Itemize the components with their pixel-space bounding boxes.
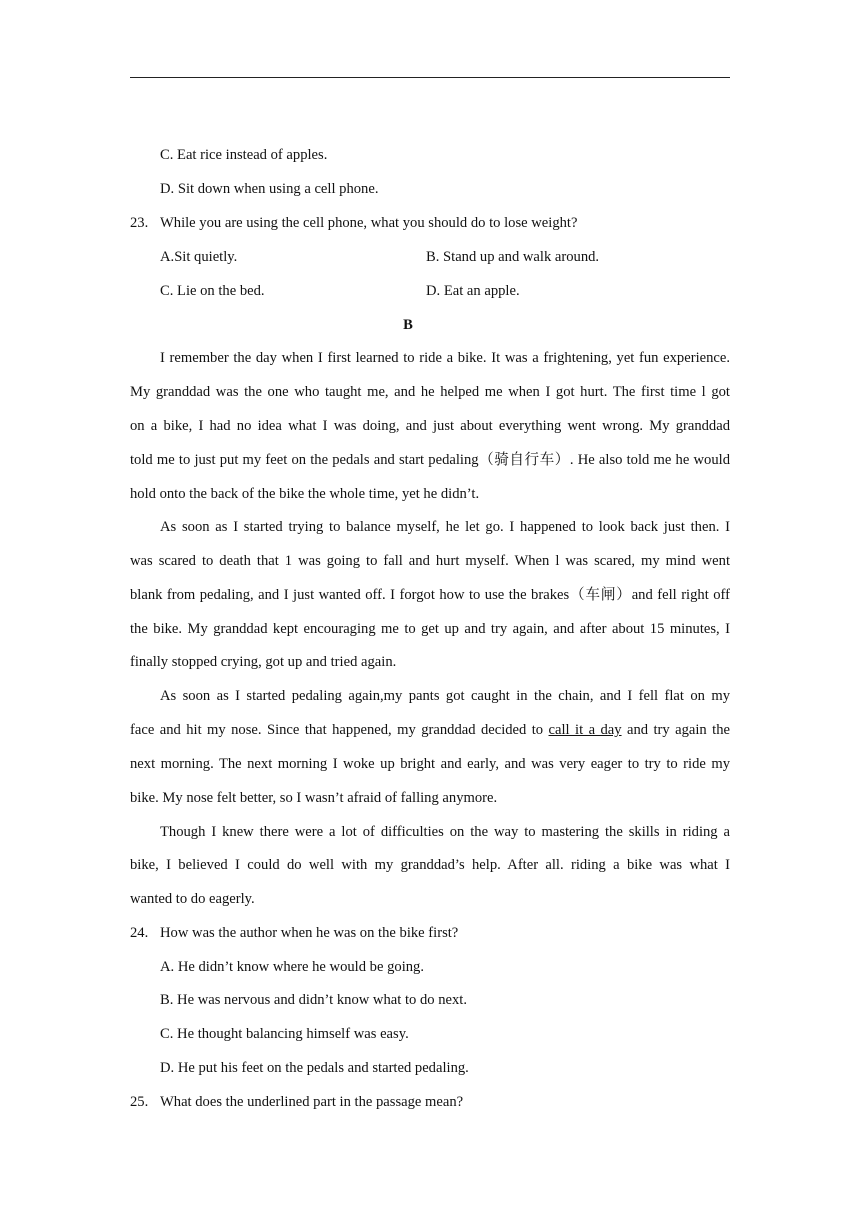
q24-text: How was the author when he was on the bike first? — [160, 925, 459, 941]
q23-option-a: A.Sit quietly. — [160, 249, 238, 265]
passage-line: the bike. My granddad kept encouraging me to get up and try again, and after about 15 minutes, I — [130, 621, 730, 637]
q23-option-d: D. Eat an apple. — [426, 283, 520, 299]
q23-text: While you are using the cell phone, what you should do to lose weight? — [160, 215, 578, 231]
q25-number: 25. — [130, 1094, 149, 1110]
q25-text: What does the underlined part in the passage mean? — [160, 1094, 464, 1110]
q24-option-a: A. He didn’t know where he would be going. — [160, 959, 424, 975]
q23-number: 23. — [130, 215, 149, 231]
q24-option-b: B. He was nervous and didn’t know what to do next. — [160, 992, 467, 1008]
passage-line: I remember the day when I first learned to ride a bike. It was a frightening, yet fun experience. — [160, 350, 730, 366]
passage-line: bike. My nose felt better, so I wasn’t afraid of falling anymore. — [130, 790, 498, 806]
prev-option-d: D. Sit down when using a cell phone. — [160, 181, 379, 197]
q23-option-c: C. Lie on the bed. — [160, 283, 265, 299]
passage-line: Though I knew there were a lot of difficulties on the way to mastering the skills in riding a — [160, 824, 730, 840]
q23-option-b: B. Stand up and walk around. — [426, 249, 600, 265]
underlined-phrase: call it a day — [548, 722, 622, 738]
passage-line: on a bike, I had no idea what I was doing, and just about everything went wrong. My granddad — [130, 418, 730, 434]
passage-line: told me to just put my feet on the pedals and start pedaling（骑自行车）. He also told me he would — [130, 452, 730, 468]
passage-line: hold onto the back of the bike the whole time, yet he didn’t. — [130, 486, 480, 502]
passage-line: was scared to death that 1 was going to fall and hurt myself. When l was scared, my mind went — [130, 553, 730, 569]
passage-text: face and hit my nose. Since that happened, my granddad decided to — [130, 722, 549, 738]
section-title: B — [403, 317, 413, 333]
q24-option-c: C. He thought balancing himself was easy. — [160, 1026, 409, 1042]
passage-text: and try again the — [621, 722, 730, 738]
passage-line: next morning. The next morning I woke up bright and early, and was very eager to try to ride my — [130, 756, 730, 772]
passage-line: My granddad was the one who taught me, and he helped me when I got hurt. The first time l got — [130, 384, 730, 400]
q24-number: 24. — [130, 925, 149, 941]
header-rule — [130, 77, 730, 78]
passage-line: As soon as I started pedaling again,my pants got caught in the chain, and I fell flat on my — [160, 688, 730, 704]
passage-line: wanted to do eagerly. — [130, 891, 255, 907]
passage-line: bike, I believed I could do well with my granddad’s help. After all. riding a bike was what I — [130, 857, 730, 873]
passage-line-with-underline — [130, 720, 730, 740]
passage-line: finally stopped crying, got up and tried again. — [130, 654, 397, 670]
prev-option-c: C. Eat rice instead of apples. — [160, 147, 328, 163]
passage-line: blank from pedaling, and I just wanted off. I forgot how to use the brakes（车闸）and fell right off — [130, 587, 730, 603]
q24-option-d: D. He put his feet on the pedals and started pedaling. — [160, 1060, 469, 1076]
passage-line: As soon as I started trying to balance myself, he let go. I happened to look back just then. I — [160, 519, 730, 535]
